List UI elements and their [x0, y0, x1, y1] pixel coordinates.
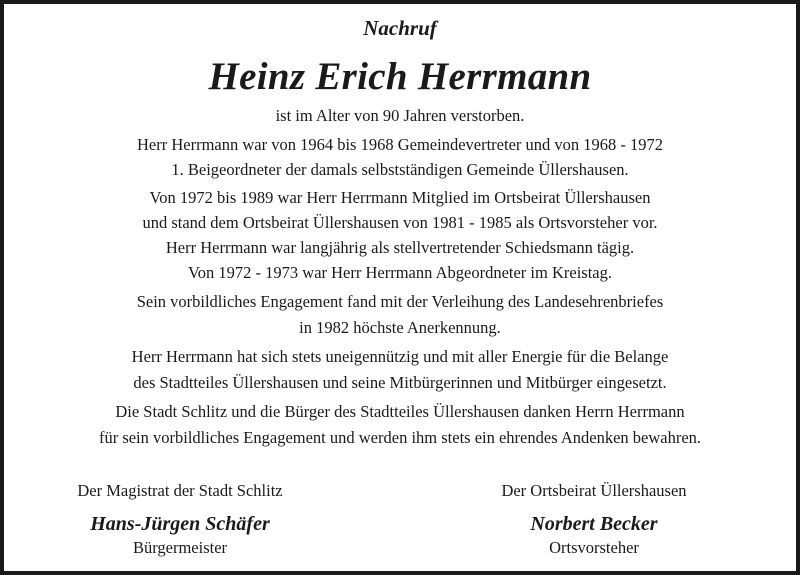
text-line: und stand dem Ortsbeirat Üllershausen von 1981 - 1985 als Ortsvorsteher vor.	[142, 213, 658, 232]
text-line: des Stadtteiles Üllershausen und seine Mitbürgerinnen und Mitbürger eingesetzt.	[133, 373, 667, 392]
text-line: 1. Beigeordneter der damals selbstständigen Gemeinde Üllershausen.	[171, 160, 629, 179]
notice-heading: Nachruf	[363, 16, 437, 40]
left-signatory-role: Bürgermeister	[132, 538, 228, 557]
text-line: Herr Herrmann hat sich stets uneigennützig und mit aller Energie für die Belange	[131, 347, 669, 366]
text-line: in 1982 höchste Anerkennung.	[299, 318, 501, 337]
text-line: Von 1972 - 1973 war Herr Herrmann Abgeordneter im Kreistag.	[188, 263, 612, 282]
left-signatory-name: Hans-Jürgen Schäfer	[90, 513, 270, 535]
text-line: Herr Herrmann war langjährig als stellvertretender Schiedsmann tägig.	[165, 238, 635, 257]
text-line: Herr Herrmann war von 1964 bis 1968 Gemeindevertreter und von 1968 - 1972	[136, 135, 664, 154]
right-signatory-role: Ortsvorsteher	[549, 538, 639, 557]
text-line: Von 1972 bis 1989 war Herr Herrmann Mitglied im Ortsbeirat Üllershausen	[149, 188, 651, 207]
text-line: für sein vorbildliches Engagement und werden ihm stets ein ehrendes Andenken bewahren.	[98, 428, 702, 447]
right-signatory-name: Norbert Becker	[530, 513, 658, 535]
text-line: ist im Alter von 90 Jahren verstorben.	[275, 106, 525, 125]
right-signatory-organization: Der Ortsbeirat Üllershausen	[501, 481, 687, 500]
text-line: Die Stadt Schlitz und die Bürger des Stadtteiles Üllershausen danken Herrn Herrmann	[115, 402, 685, 421]
text-line: Sein vorbildliches Engagement fand mit der Verleihung des Landesehrenbriefes	[136, 292, 664, 311]
deceased-name: Heinz Erich Herrmann	[208, 55, 592, 98]
left-signatory-organization: Der Magistrat der Stadt Schlitz	[77, 481, 283, 500]
